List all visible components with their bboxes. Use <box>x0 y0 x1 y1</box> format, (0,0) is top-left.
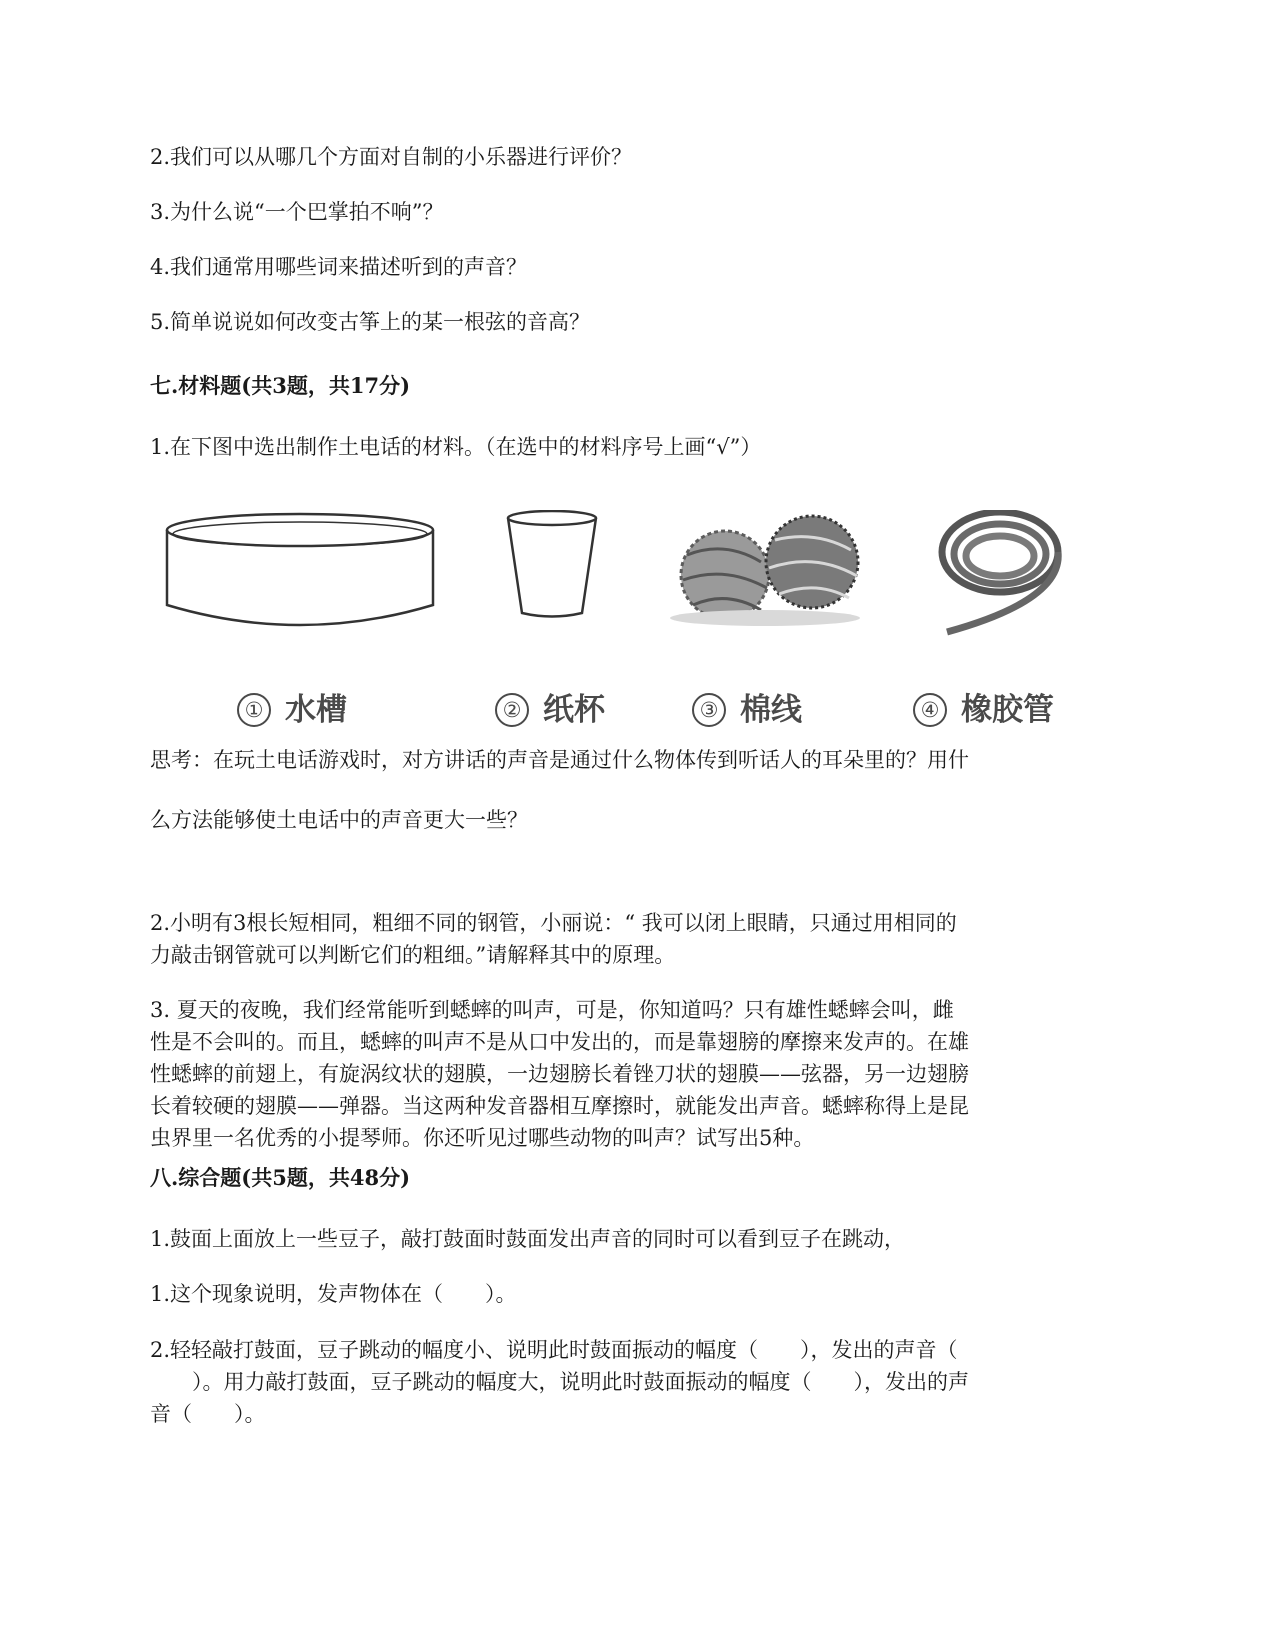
rubber-tube-image <box>942 512 1058 632</box>
section-8-heading: 八.综合题(共5题，共48分) <box>150 1165 411 1190</box>
question-3-one-palm: 3.为什么说“一个巴掌拍不响”？ <box>150 200 444 224</box>
material-3-number: ③ <box>692 693 726 727</box>
materials-illustration <box>165 510 1120 680</box>
material-4-name: 橡胶管 <box>961 692 1054 728</box>
material-3-name: 棉线 <box>740 692 802 728</box>
subquestion-2-line: ）。用力敲打鼓面，豆子跳动的幅度大，说明此时鼓面振动的幅度（ ），发出的声 <box>150 1370 969 1394</box>
think-question-line-1: 思考：在玩土电话游戏时，对方讲话的声音是通过什么物体传到听话人的耳朵里的？用什 <box>150 748 969 772</box>
material-4-label[interactable] <box>913 684 1054 729</box>
section-7-question-3 <box>150 994 1125 1154</box>
material-1-number: ① <box>237 693 271 727</box>
question-4-describe-sound: 4.我们通常用哪些词来描述听到的声音？ <box>150 255 528 279</box>
section-7-question-1: 1.在下图中选出制作土电话的材料。（在选中的材料序号上画“√”） <box>150 435 762 459</box>
question-5-guzheng-pitch: 5.简单说说如何改变古筝上的某一根弦的音高？ <box>150 310 591 334</box>
paper-cup-image <box>508 511 596 617</box>
section-8-subquestion-2 <box>150 1334 1125 1430</box>
material-1-label[interactable] <box>237 684 347 729</box>
material-3-label[interactable] <box>692 684 802 729</box>
material-1-name: 水槽 <box>285 692 347 728</box>
question-3-line: 性蟋蟀的前翅上，有旋涡纹状的翅膜，一边翅膀长着锉刀状的翅膜——弦器，另一边翅膀 <box>150 1062 969 1086</box>
cotton-thread-image <box>670 516 860 626</box>
question-3-line: 3. 夏天的夜晚，我们经常能听到蟋蟀的叫声，可是，你知道吗？只有雄性蟋蟀会叫，雌 <box>150 998 954 1022</box>
question-3-line: 虫界里一名优秀的小提琴师。你还听见过哪些动物的叫声？试写出5种。 <box>150 1126 815 1150</box>
question-2-line: 力敲击钢管就可以判断它们的粗细。”请解释其中的原理。 <box>150 943 676 967</box>
think-question-line-2: 么方法能够使土电话中的声音更大一些？ <box>150 808 528 832</box>
material-2-name: 纸杯 <box>543 692 605 728</box>
material-4-number: ④ <box>913 693 947 727</box>
question-3-line: 性是不会叫的。而且，蟋蟀的叫声不是从口中发出的，而是靠翅膀的摩擦来发声的。在雄 <box>150 1030 969 1054</box>
section-7-question-2 <box>150 907 1125 971</box>
material-2-number: ② <box>495 693 529 727</box>
section-8-question-1-intro: 1.鼓面上面放上一些豆子，敲打鼓面时鼓面发出声音的同时可以看到豆子在跳动， <box>150 1227 906 1251</box>
materials-figure <box>165 510 1120 735</box>
question-2-line: 2.小明有3根长短相同，粗细不同的钢管，小丽说：“ 我可以闭上眼睛，只通过用相同的 <box>150 911 957 935</box>
water-trough-image <box>167 514 433 625</box>
subquestion-2-line: 2.轻轻敲打鼓面，豆子跳动的幅度小、说明此时鼓面振动的幅度（ ），发出的声音（ <box>150 1338 958 1362</box>
subquestion-2-line: 音（ ）。 <box>150 1402 266 1426</box>
section-7-heading: 七.材料题(共3题，共17分) <box>150 373 411 398</box>
question-3-line: 长着较硬的翅膜——弹器。当这两种发音器相互摩擦时，就能发出声音。蟋蟀称得上是昆 <box>150 1094 969 1118</box>
section-8-subquestion-1: 1.这个现象说明，发声物体在（ ）。 <box>150 1282 517 1306</box>
question-2-evaluate-instrument: 2.我们可以从哪几个方面对自制的小乐器进行评价？ <box>150 145 633 169</box>
material-2-label[interactable] <box>495 684 605 729</box>
